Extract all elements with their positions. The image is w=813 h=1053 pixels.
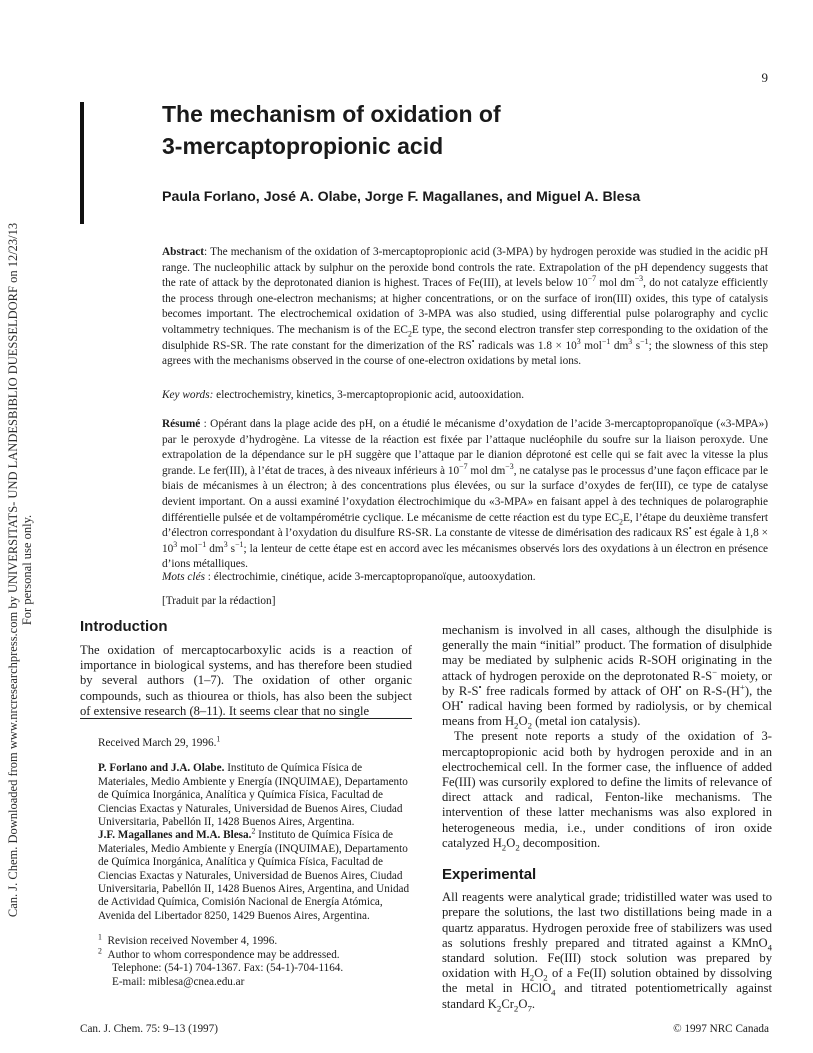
footnote-text [80, 719, 412, 989]
abstract: Abstract: The mechanism of the oxidation of 3-mercaptopropionic acid (3-MPA) by hydrogen peroxide was studied in the acidic pH range. The nucleophilic attack by sulphur on the peroxide bond controls the rate. Extrapolation of the pH dependency suggests that the rate of attack by the deprotonated dianion is highest. Traces of Fe(III), at levels below $10^{-7}$ mol $dm^{-3}$, do not catalyze efficiently the process through one-electron mechanisms; at higher concentrations, or on the surface of iron(III) oxides, this type of catalysis becomes important. The electrochemical oxidation of 3-MPA was also studied, using differential pulse polarography and cyclic voltammetry techniques. The mechanism is of the $EC_2E$ type, the second electron transfer step corresponding to the oxidation of the disulphide RS-SR. The rate constant for the dimerization of the RS• radicals was $1.8 \times 10^3$ mol$^{-1}$ $dm^3$ $s^{-1}$; the slowness of this step agrees with the mechanisms observed in the course of one-electron oxidations by metal ions. [162, 246, 768, 368]
mots-cles [162, 571, 768, 583]
keywords [162, 389, 768, 401]
footnote-1-text: Revision received November 4, 1996. [107, 935, 278, 948]
footnote-block [80, 718, 412, 989]
article-title [162, 98, 722, 162]
abstract-text: s [632, 339, 641, 352]
intro-text: decomposition. [519, 835, 601, 850]
title-line-2: 3-mercaptopropionic acid [162, 133, 444, 159]
experimental-paragraph: All reagents were analytical grade; tridistilled water was used to prepare the solutions, the last two distillations being made in a quartz apparatus. Hydrogen peroxide free of stabilizers was used as solutions freshly prepared and titrated against a KMnO$_4$ standard solution. Fe(III) stock solution was prepared by oxidation with $H_2O_2$ of a Fe(II) solution obtained by dissolving the metal in HClO$_4$ and titrated potentiometrically against standard $K_2Cr_2O_7$. [442, 890, 772, 1014]
introduction-section [80, 618, 412, 719]
intro-text: ), the OH [442, 683, 772, 714]
received-sup: 1 [216, 734, 221, 744]
affiliation-2-names: J.F. Magallanes and M.A. Blesa. [98, 829, 252, 842]
exp-text: of a Fe(II) solution obtained by dissolving the metal in HClO [442, 966, 772, 996]
abstract-text: , do not catalyze efficiently the process through one-electron mechanisms; at higher concentrations, or on the surface of iron(III) oxides, this type of catalysis becomes important. The electrochemical oxidation of 3-MPA was also studied, using differential pulse polarography and cyclic voltammetry techniques. The mechanism is of the EC [162, 277, 768, 336]
footnote-2-email: E-mail: miblesa@cnea.edu.ar [112, 975, 245, 988]
title-bar-rule [80, 102, 84, 224]
resume-text: dm [206, 542, 224, 555]
affiliation-1 [98, 762, 412, 829]
footnote-2-sup: 2 [98, 945, 102, 955]
footnote-2-phone: Telephone: (54-1) 704-1367. Fax: (54-1)-704-1164. [112, 962, 344, 975]
download-stamp [0, 0, 40, 1053]
resume: Résumé : Opérant dans la plage acide des pH, on a étudié le mécanisme d’oxydation de l’acide 3-mercaptopropanoïque («3-MPA») par le peroxyde d’hydrogène. La vitesse de la réaction est fixée par l’attaque nucléophile du soufre sur la liaison peroxyde. Une extrapolation de la dépendance sur le pH suggère que l’attaque par le dianion déprotoné est celle qui se fait avec la vitesse la plus grande. Le fer(III), à l’état de traces, à des niveaux inférieurs à $10^{-7}$ mol $dm^{-3}$, ne catalyse pas le processus d’une façon efficace par le biais de mécanismes à un électron; à des concentrations plus élevées, ou sur la surface d’oxydes de fer(III), ce type de catalyse devient important. On a aussi examiné l’oxydation électrochimique du «3-MPA» en faisant appel à des techniques de polarographie différentielle pulsée et de voltampérométrie cyclique. Le mécanisme de cette réaction est du type $EC_2E$, l’étape du deuxième transfert d’électron correspondant à l’oxydation du disulfure RS-SR. La constante de vitesse de dimérisation des radicaux RS• est égale à $1,8 \times 10^3$ mol$^{-1}$ $dm^3$ $s^{-1}$; la lenteur de cette étape est en accord avec les mécanismes observés lors des oxydations à un électron en présence d’ions métalliques. [162, 418, 768, 571]
affiliation-2-text: Instituto de Química Física de Materiales, Medio Ambiente y Energía (INQUIMAE), Departamento de Química Inorgánica, Analítica y Química Física, Facultad de Ciencias Exactas y Naturales, Universidad de Buenos Aires, Ciudad Universitaria, Pabellón II, 1428 Buenos Aires, Argentina, and Unidad de Actividad Química, Comisión Nacional de Energía Atómica, Avenida del Libertador 8250, 1429 Buenos Aires, Argentina. [98, 829, 410, 922]
download-stamp-line2: For personal use only. [20, 514, 34, 626]
abstract-text: dm [610, 339, 629, 352]
resume-text: mol [177, 542, 198, 555]
introduction-paragraph [80, 643, 412, 719]
introduction-p1: The oxidation of mercaptocarboxylic acids is a reaction of importance in biological systems, and has therefore been studied by several authors (1–7). The oxidation of other organic compounds, such as thiourea or thiols, has also been the subject of extensive research (8–11). It seems clear that no single [80, 643, 412, 718]
keywords-text: electrochemistry, kinetics, 3-mercaptopropionic acid, autooxidation. [213, 389, 525, 401]
footnote-1 [98, 932, 412, 948]
intro-text: on R-S-(H [681, 683, 740, 698]
translation-note: [Traduit par la rédaction] [162, 595, 276, 607]
author-list: Paula Forlano, José A. Olabe, Jorge F. Magallanes, and Miguel A. Blesa [162, 189, 641, 205]
exp-text: O [534, 966, 544, 981]
received-text: Received March 29, 1996. [98, 737, 217, 749]
journal-citation: Can. J. Chem. 75: 9–13 (1997) [80, 1023, 218, 1035]
footnote-1-sup: 1 [98, 932, 102, 942]
resume-text: E, l’étape du deuxième transfert d’électron correspondant à l’oxydation du disulfure RS-SR. La constante de vitesse de dimérisation des radicaux RS [162, 511, 768, 540]
exp-text: standard solution. Fe(III) stock solution was prepared by oxidation with H [442, 951, 772, 981]
abstract-text: mol [580, 339, 602, 352]
abstract-text: mol dm [596, 277, 635, 290]
received-date [98, 734, 412, 750]
experimental-heading: Experimental [442, 866, 537, 884]
exp-text: Cr [501, 996, 514, 1011]
footnote-2-line1: Author to whom correspondence may be addressed. [107, 948, 340, 961]
footnote-2 [98, 945, 412, 962]
download-stamp-line1: Can. J. Chem. Downloaded from www.nrcresearchpress.com by UNIVERSITATS- UND LANDESBIBLIO DUESSELDORF on 12/23/13 [6, 222, 20, 918]
intro-text: free radicals formed by attack of OH [481, 683, 679, 698]
exp-text: and titrated potentiometrically against standard K [442, 981, 772, 1011]
exp-text: O [518, 996, 528, 1011]
abstract-text: E type, the second electron transfer step corresponding to the oxidation of the disulphide RS-SR. The rate constant for the dimerization of the RS [162, 323, 768, 352]
abstract-label: Abstract [162, 246, 205, 258]
introduction-p2: The present note reports a study of the oxidation of 3-mercaptopropionic acid both by hydrogen peroxide and in an electrochemical cell. In the former case, the influence of added Fe(III) was cursorily explored to define the limits of relevance of direct attack and radical, Fenton-like mechanisms. The intervention of these latter mechanisms was also explored in heterogeneous media, i.e., under conditions of iron oxide catalyzed $H_2O_2$ decomposition. [442, 729, 772, 853]
keywords-label: Key words: [162, 389, 214, 401]
abstract-text: ; the slowness of this step agrees with the mechanisms observed in the course of one-electron oxidations by metal ions. [162, 339, 768, 368]
resume-text: ; la lenteur de cette étape est en accord avec les mécanismes observés lors des oxydations à un électron en présence d’ions métalliques. [162, 542, 768, 571]
mots-cles-text: : électrochimie, cinétique, acide 3-mercaptopropanoïque, autooxydation. [204, 571, 536, 583]
affiliation-1-names: P. Forlano and J.A. Olabe. [98, 762, 225, 775]
introduction-heading: Introduction [80, 618, 168, 635]
right-column [442, 623, 772, 1012]
introduction-p1-continued: mechanism is involved in all cases, although the disulphide is generally the main “initial” product. The formation of disulphide may be mediated by sulphenic acids R-SOH originating in the attack of hydrogen peroxide on the deprotonated R-S− moiety, or by R-S• free radicals formed by attack of OH• on R-S-(H+), the OH• radical having been formed by radiolysis, or by chemical means from $H_2O_2$ (metal ion catalysis). [442, 623, 772, 731]
copyright: © 1997 NRC Canada [673, 1023, 769, 1035]
intro-text: radical having been formed by radiolysis, or by chemical means from H [442, 699, 772, 729]
page-number: 9 [761, 70, 768, 85]
intro-text: (metal ion catalysis). [531, 714, 641, 729]
intro-text: mechanism is involved in all cases, although the disulphide is generally the main “initial” product. The formation of disulphide may be mediated by sulphenic acids R-SOH originating in the attack of hydrogen peroxide on the deprotonated R-S [442, 623, 772, 683]
title-line-1: The mechanism of oxidation of [162, 101, 501, 127]
affiliation-2-sup: 2 [251, 826, 256, 836]
resume-label: Résumé [162, 418, 201, 430]
intro-text: O [518, 714, 528, 729]
resume-text: est égale à 1,8 × 10 [162, 527, 768, 555]
resume-text: s [227, 542, 236, 555]
affiliation-1-text: Instituto de Química Física de Materiales, Medio Ambiente y Energía (INQUIMAE), Departamento de Química Inorgánica, Analítica y Química Física, Facultad de Ciencias Exactas y Naturales, Universidad de Buenos Aires, Ciudad Universitaria, Pabellón II, 1428 Buenos Aires, Argentina. [98, 762, 408, 829]
abstract-text: radicals was 1.8 × 10 [474, 339, 577, 352]
resume-text: , ne catalyse pas le processus d’une façon efficace par le biais de mécanismes à un électron; à des concentrations plus élevées, ou sur la surface d’oxydes de fer(III), ce type de catalyse devient important. On a aussi examiné l’oxydation électrochimique du «3-MPA» en faisant appel à des techniques de polarographie différentielle pulsée et de voltampérométrie cyclique. Le mécanisme de cette réaction est du type EC [162, 464, 768, 524]
mots-cles-label: Mots clés [162, 571, 205, 583]
intro-text: moiety, or by R-S [442, 668, 772, 698]
resume-text: mol dm [467, 464, 506, 477]
resume-text: : Opérant dans la plage acide des pH, on a étudié le mécanisme d’oxydation de l’acide 3-mercaptopropanoïque («3-MPA») par le peroxyde d’hydrogène. La vitesse de la réaction est fixée par l’attaque nucléophile du soufre sur la liaison peroxyde. Une extrapolation de la dépendance sur le pH suggère que l’attaque par le dianion déprotoné est celle qui se fait avec la vitesse la plus grande. Le fer(III), à l’état de traces, à des niveaux inférieurs à 10 [162, 418, 768, 477]
intro-text: The present note reports a study of the oxidation of 3-mercaptopropionic acid both by hydrogen peroxide and in an electrochemical cell. In the former case, the influence of added Fe(III) was cursorily explored to define the limits of relevance of direct attack and radical, Fenton-like mechanisms. The intervention of these latter mechanisms was also explored in heterogeneous media, i.e., under conditions of iron oxide catalyzed H [442, 729, 772, 850]
intro-text: O [506, 835, 516, 850]
abstract-text: : The mechanism of the oxidation of 3-mercaptopropionic acid (3-MPA) by hydrogen peroxide was studied in the acidic pH range. The nucleophilic attack by sulphur on the peroxide bond controls the rate. Extrapolation of the pH dependency suggests that the rate of attack by the deprotonated dianion is highest. Traces of Fe(III), at levels below 10 [162, 246, 768, 290]
exp-text: All reagents were analytical grade; tridistilled water was used to prepare the solutions, the last two distillations being made in a quartz apparatus. Hydrogen peroxide free of stabilizers was used as solutions freshly prepared and titrated against a KMnO [442, 890, 772, 950]
affiliation-2 [98, 826, 412, 923]
exp-text: . [531, 996, 535, 1011]
